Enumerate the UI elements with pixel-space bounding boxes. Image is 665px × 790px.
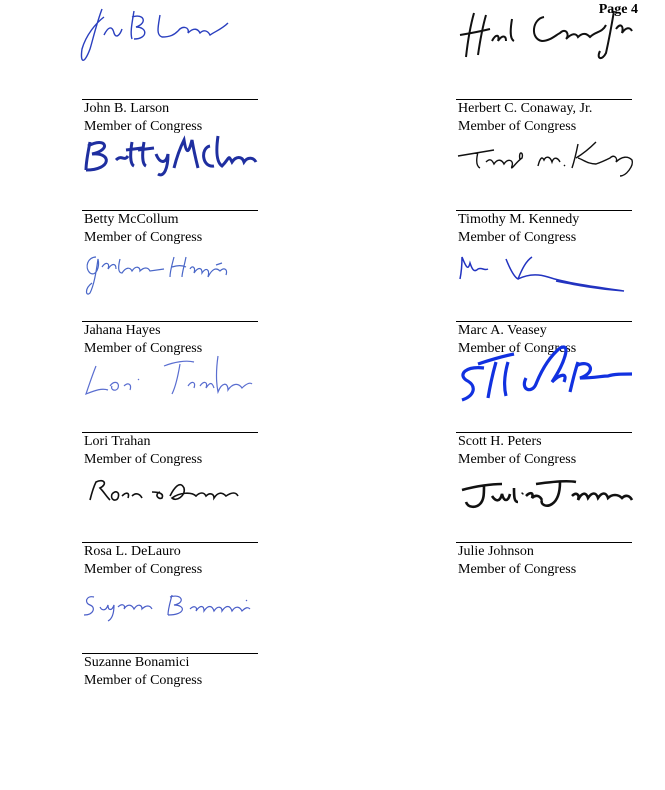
signer-name: Timothy M. Kennedy bbox=[458, 212, 580, 227]
signer-title: Member of Congress bbox=[458, 562, 577, 577]
signer-name: Scott H. Peters bbox=[458, 434, 542, 449]
signer-name: Jahana Hayes bbox=[84, 323, 161, 338]
signer-name: Julie Johnson bbox=[458, 544, 534, 559]
signer-title: Member of Congress bbox=[84, 452, 203, 467]
signer-name: Betty McCollum bbox=[84, 212, 179, 227]
signer-title: Member of Congress bbox=[84, 230, 203, 245]
signer-title: Member of Congress bbox=[84, 562, 203, 577]
signer-title: Member of Congress bbox=[458, 119, 577, 134]
signer-name: Lori Trahan bbox=[84, 434, 151, 449]
signer-name: John B. Larson bbox=[84, 101, 170, 116]
signer-name: Marc A. Veasey bbox=[458, 323, 547, 338]
signer-title: Member of Congress bbox=[458, 452, 577, 467]
signer-title: Member of Congress bbox=[84, 119, 203, 134]
signer-title: Member of Congress bbox=[458, 230, 577, 245]
page-number: Page 4 bbox=[598, 2, 638, 17]
handwritten-signature-larson bbox=[82, 5, 258, 65]
signer-name: Rosa L. DeLauro bbox=[84, 544, 181, 559]
signer-title: Member of Congress bbox=[84, 341, 203, 356]
signer-name: Herbert C. Conaway, Jr. bbox=[458, 101, 593, 116]
signer-title: Member of Congress bbox=[458, 341, 577, 356]
signer-title: Member of Congress bbox=[84, 673, 203, 688]
signer-name: Suzanne Bonamici bbox=[84, 655, 190, 670]
